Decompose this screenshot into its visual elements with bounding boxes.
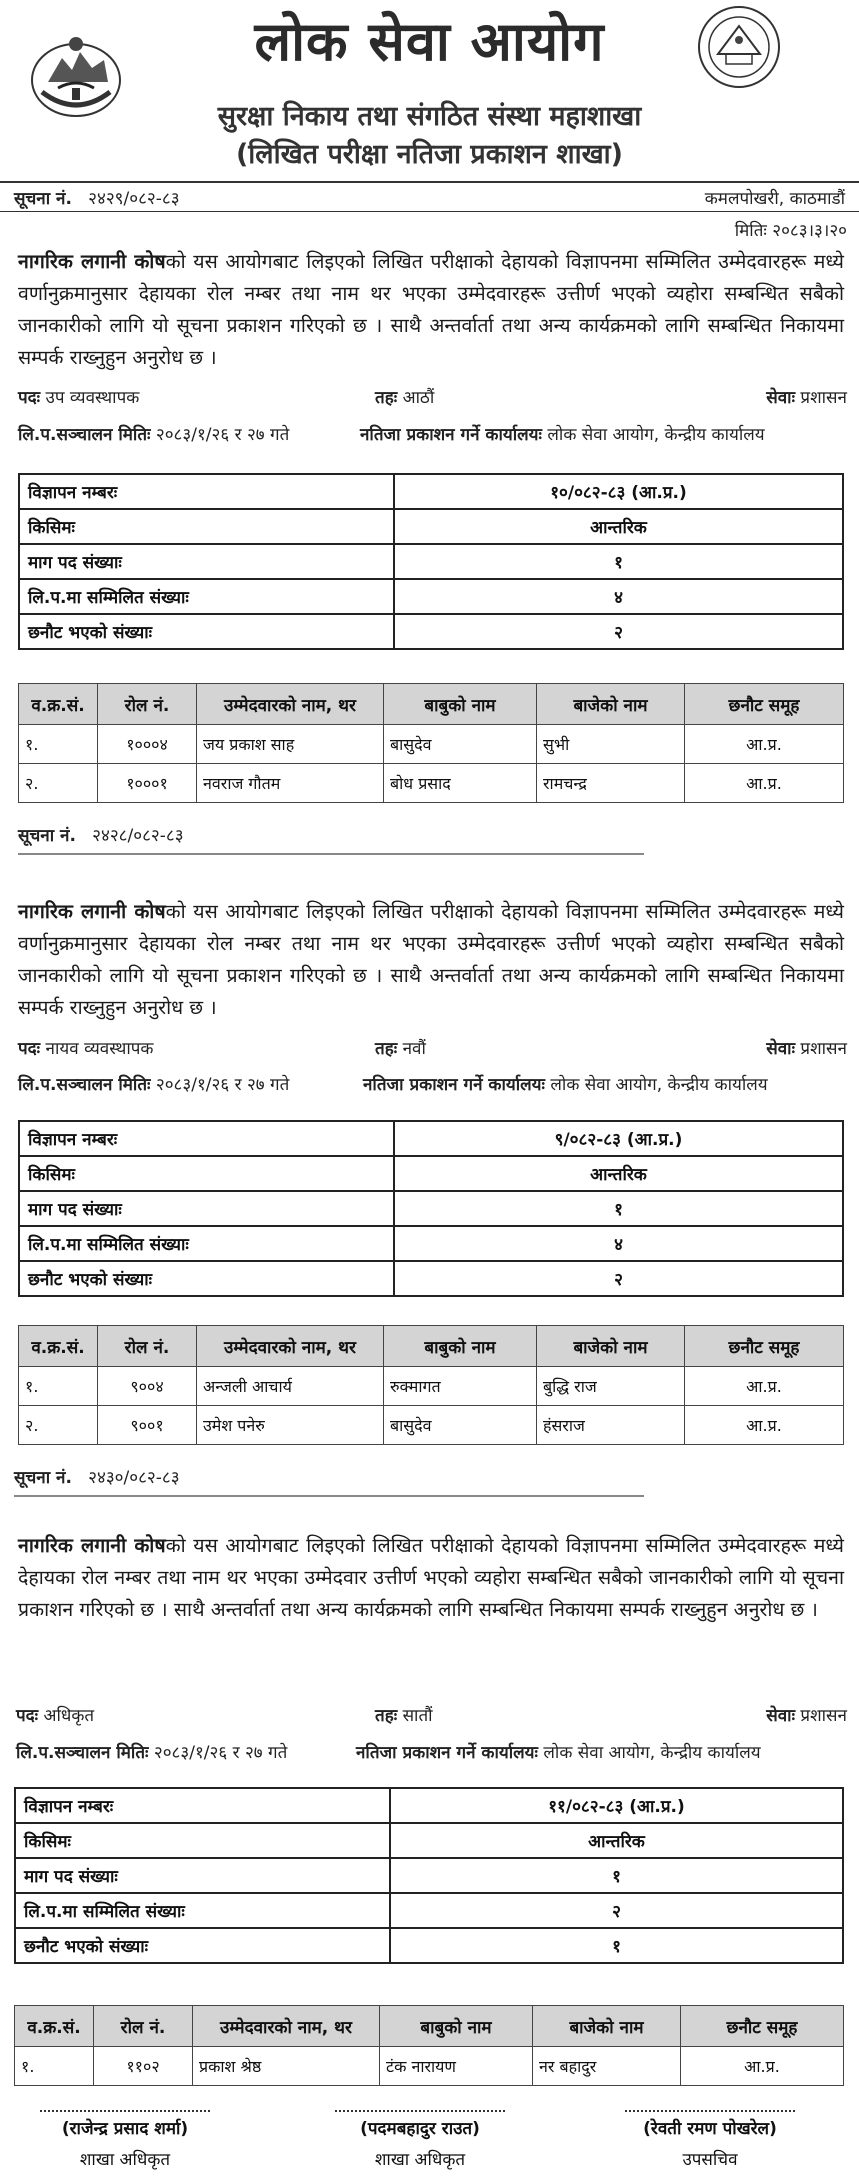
table-cell: छनौट भएको संख्याः (19, 614, 394, 649)
table-cell: ४ (394, 579, 843, 614)
signatory-designation: शाखा अधिकृत (374, 2150, 466, 2170)
level-field: तहः आठौं (375, 388, 435, 408)
table-cell: आन्तरिक (394, 1156, 843, 1191)
table-row (15, 1893, 843, 1928)
table-cell: बासुदेव (384, 725, 537, 764)
table-cell: नर बहादुर (533, 2047, 681, 2086)
table-header: बाबुको नाम (384, 1326, 537, 1367)
signatory-name: (राजेन्द्र प्रसाद शर्मा) (61, 2119, 189, 2139)
divider (14, 1495, 644, 1497)
signature-block (590, 2110, 830, 2170)
table-header: व.क्र.सं. (19, 1326, 98, 1367)
results-table (14, 2005, 844, 2086)
table-cell: १ (394, 1191, 843, 1226)
divider (18, 853, 644, 855)
table-row (19, 579, 843, 614)
post-field: पदः नायव व्यवस्थापक (18, 1039, 154, 1059)
table-row (19, 1191, 843, 1226)
table-cell: अन्जली आचार्य (197, 1367, 384, 1406)
table-row (19, 1121, 843, 1156)
table-cell: बुद्धि राज (537, 1367, 685, 1406)
table-cell: किसिमः (19, 1156, 394, 1191)
table-cell: टंक नारायण (380, 2047, 533, 2086)
table-cell: ९/०८२-८३ (आ.प्र.) (394, 1121, 843, 1156)
advertisement-info-table (18, 1120, 844, 1297)
office-field: नतिजा प्रकाशन गर्ने कार्यालयः लोक सेवा आयोग, केन्द्रीय कार्यालय (356, 1743, 761, 1763)
section-name: (लिखित परीक्षा नतिजा प्रकाशन शाखा) (235, 139, 624, 170)
table-header: उम्मेदवारको नाम, थर (197, 684, 384, 725)
signature-block (300, 2110, 540, 2170)
table-row (15, 1928, 843, 1963)
table-cell: सुभी (537, 725, 685, 764)
table-cell: २ (390, 1893, 843, 1928)
table-cell: १ (390, 1928, 843, 1963)
table-cell: १. (15, 2047, 94, 2086)
notice-number: सूचना नं. २४२९/०८२-८३ (14, 189, 180, 209)
table-cell: ११०२ (94, 2047, 193, 2086)
table-row (15, 1823, 843, 1858)
table-row (19, 725, 844, 764)
signatory-name: (पदमबहादुर राउत) (360, 2119, 480, 2139)
table-header: रोल नं. (94, 2006, 193, 2047)
office-field: नतिजा प्रकाशन गर्ने कार्यालयः लोक सेवा आयोग, केन्द्रीय कार्यालय (363, 1075, 768, 1095)
table-cell: विज्ञापन नम्बरः (19, 474, 394, 509)
table-cell: बोध प्रसाद (384, 764, 537, 803)
table-row (19, 1261, 843, 1296)
signature-block (5, 2110, 245, 2170)
table-cell: किसिमः (15, 1823, 390, 1858)
results-table (18, 683, 844, 803)
table-row (19, 544, 843, 579)
table-cell: आ.प्र. (685, 725, 844, 764)
post-field: पदः अधिकृत (16, 1706, 95, 1726)
table-cell: छनौट भएको संख्याः (19, 1261, 394, 1296)
service-field: सेवाः प्रशासन (766, 388, 847, 408)
table-cell: १. (19, 725, 98, 764)
table-cell: प्रकाश श्रेष्ठ (193, 2047, 380, 2086)
table-cell: किसिमः (19, 509, 394, 544)
table-header: रोल नं. (98, 684, 197, 725)
advertisement-info-table (18, 473, 844, 650)
table-row (15, 2047, 844, 2086)
table-cell: आ.प्र. (681, 2047, 844, 2086)
table-row (19, 764, 844, 803)
table-header: उम्मेदवारको नाम, थर (193, 2006, 380, 2047)
table-cell: छनौट भएको संख्याः (15, 1928, 390, 1963)
results-table (18, 1325, 844, 1445)
table-cell: १ (394, 544, 843, 579)
table-cell: आन्तरिक (390, 1823, 843, 1858)
table-cell: बासुदेव (384, 1406, 537, 1445)
table-cell: २. (19, 1406, 98, 1445)
table-header-row (19, 684, 844, 725)
level-field: तहः नवौं (375, 1039, 426, 1059)
table-cell: लि.प.मा सम्मिलित संख्याः (19, 579, 394, 614)
table-header: बाजेको नाम (533, 2006, 681, 2047)
table-header: छनौट समूह (685, 1326, 844, 1367)
table-cell: विज्ञापन नम्बरः (19, 1121, 394, 1156)
exam-date-field: लि.प.सञ्चालन मितिः २०८३/१/२६ र २७ गते (18, 425, 290, 445)
table-cell: ४ (394, 1226, 843, 1261)
divider (0, 211, 859, 212)
table-cell: १०/०८२-८३ (आ.प्र.) (394, 474, 843, 509)
table-cell: १ (390, 1858, 843, 1893)
table-cell: ९००१ (98, 1406, 197, 1445)
table-cell: उमेश पनेरु (197, 1406, 384, 1445)
table-cell: लि.प.मा सम्मिलित संख्याः (15, 1893, 390, 1928)
post-field: पदः उप व्यवस्थापक (18, 388, 140, 408)
table-row (19, 1156, 843, 1191)
signature-line (40, 2110, 210, 2112)
service-field: सेवाः प्रशासन (766, 1706, 847, 1726)
table-row (19, 474, 843, 509)
notice-number: सूचना नं. २४३०/०८२-८३ (14, 1468, 180, 1488)
table-cell: जय प्रकाश साह (197, 725, 384, 764)
location: कमलपोखरी, काठमाडौं (704, 189, 845, 209)
table-cell: हंसराज (537, 1406, 685, 1445)
table-header: व.क्र.सं. (19, 684, 98, 725)
signatory-designation: शाखा अधिकृत (79, 2150, 171, 2170)
table-cell: आ.प्र. (685, 764, 844, 803)
table-cell: माग पद संख्याः (15, 1858, 390, 1893)
notice-paragraph: नागरिक लगानी कोषको यस आयोगबाट लिइएको लिखित परीक्षाको देहायको विज्ञापनमा सम्मिलित उम्मेदवारहरू मध्ये देहायका रोल नम्बर तथा नाम थर भएका उम्मेदवार उत्तीर्ण भएको व्यहोरा सम्बन्धित सबैको जानकारीको लागि यो सूचना प्रकाशन गरिएको छ । साथै अन्तर्वार्ता तथा अन्य कार्यक्रमको लागि सम्बन्धित निकायमा सम्पर्क राख्नुहुन अनुरोध छ । (18, 1534, 844, 1621)
table-header: उम्मेदवारको नाम, थर (197, 1326, 384, 1367)
table-header-row (15, 2006, 844, 2047)
exam-date-field: लि.प.सञ्चालन मितिः २०८३/१/२६ र २७ गते (16, 1743, 288, 1763)
signatory-designation: उपसचिव (682, 2150, 738, 2170)
notice-number: सूचना नं. २४२८/०८२-८३ (18, 826, 184, 846)
table-header: बाजेको नाम (537, 1326, 685, 1367)
table-cell: २ (394, 1261, 843, 1296)
table-row (19, 1406, 844, 1445)
table-header: बाबुको नाम (384, 684, 537, 725)
table-cell: माग पद संख्याः (19, 1191, 394, 1226)
table-row (15, 1858, 843, 1893)
office-field: नतिजा प्रकाशन गर्ने कार्यालयः लोक सेवा आयोग, केन्द्रीय कार्यालय (360, 425, 765, 445)
table-header: रोल नं. (98, 1326, 197, 1367)
table-cell: २ (394, 614, 843, 649)
table-cell: ९००४ (98, 1367, 197, 1406)
notice-paragraph: नागरिक लगानी कोषको यस आयोगबाट लिइएको लिखित परीक्षाको देहायको विज्ञापनमा सम्मिलित उम्मेदवारहरू मध्ये वर्णानुक्रमानुसार देहायका रोल नम्बर तथा नाम थर भएका उम्मेदवारहरू उत्तीर्ण भएको व्यहोरा सम्बन्धित सबैको जानकारीको लागि यो सूचना प्रकाशन गरिएको छ । साथै अन्तर्वार्ता तथा अन्य कार्यक्रमको लागि सम्बन्धित निकायमा सम्पर्क राख्नुहुन अनुरोध छ । (18, 900, 844, 1019)
table-cell: आन्तरिक (394, 509, 843, 544)
header-divider (0, 181, 859, 183)
table-cell: माग पद संख्याः (19, 544, 394, 579)
signature-line (625, 2110, 795, 2112)
notice-paragraph: नागरिक लगानी कोषको यस आयोगबाट लिइएको लिखित परीक्षाको देहायको विज्ञापनमा सम्मिलित उम्मेदवारहरू मध्ये वर्णानुक्रमानुसार देहायका रोल नम्बर तथा नाम थर भएका उम्मेदवारहरू उत्तीर्ण भएको व्यहोरा सम्बन्धित सबैको जानकारीको लागि यो सूचना प्रकाशन गरिएको छ । साथै अन्तर्वार्ता तथा अन्य कार्यक्रमको लागि सम्बन्धित निकायमा सम्पर्क राख्नुहुन अनुरोध छ । (18, 250, 844, 369)
table-cell: रुक्मागत (384, 1367, 537, 1406)
table-row (19, 1367, 844, 1406)
table-cell: ११/०८२-८३ (आ.प्र.) (390, 1788, 843, 1823)
table-cell: १. (19, 1367, 98, 1406)
table-cell: १०००४ (98, 725, 197, 764)
table-header: बाबुको नाम (380, 2006, 533, 2047)
notice-date: मितिः २०८३।३।२० (734, 221, 847, 241)
table-header: व.क्र.सं. (15, 2006, 94, 2047)
signature-line (335, 2110, 505, 2112)
table-cell: १०००१ (98, 764, 197, 803)
page-title: लोक सेवा आयोग (254, 10, 605, 73)
table-cell: लि.प.मा सम्मिलित संख्याः (19, 1226, 394, 1261)
division-name: सुरक्षा निकाय तथा संगठित संस्था महाशाखा (217, 101, 642, 132)
table-row (15, 1788, 843, 1823)
table-cell: आ.प्र. (685, 1406, 844, 1445)
table-row (19, 1226, 843, 1261)
table-header: छनौट समूह (685, 684, 844, 725)
table-row (19, 509, 843, 544)
service-field: सेवाः प्रशासन (766, 1039, 847, 1059)
table-cell: २. (19, 764, 98, 803)
table-header: छनौट समूह (681, 2006, 844, 2047)
table-header: बाजेको नाम (537, 684, 685, 725)
advertisement-info-table (14, 1787, 844, 1964)
table-cell: विज्ञापन नम्बरः (15, 1788, 390, 1823)
exam-date-field: लि.प.सञ्चालन मितिः २०८३/१/२६ र २७ गते (18, 1075, 290, 1095)
table-cell: नवराज गौतम (197, 764, 384, 803)
table-row (19, 614, 843, 649)
table-cell: रामचन्द्र (537, 764, 685, 803)
level-field: तहः सातौं (375, 1706, 433, 1726)
table-cell: आ.प्र. (685, 1367, 844, 1406)
table-header-row (19, 1326, 844, 1367)
signatory-name: (रेवती रमण पोखरेल) (643, 2119, 777, 2139)
